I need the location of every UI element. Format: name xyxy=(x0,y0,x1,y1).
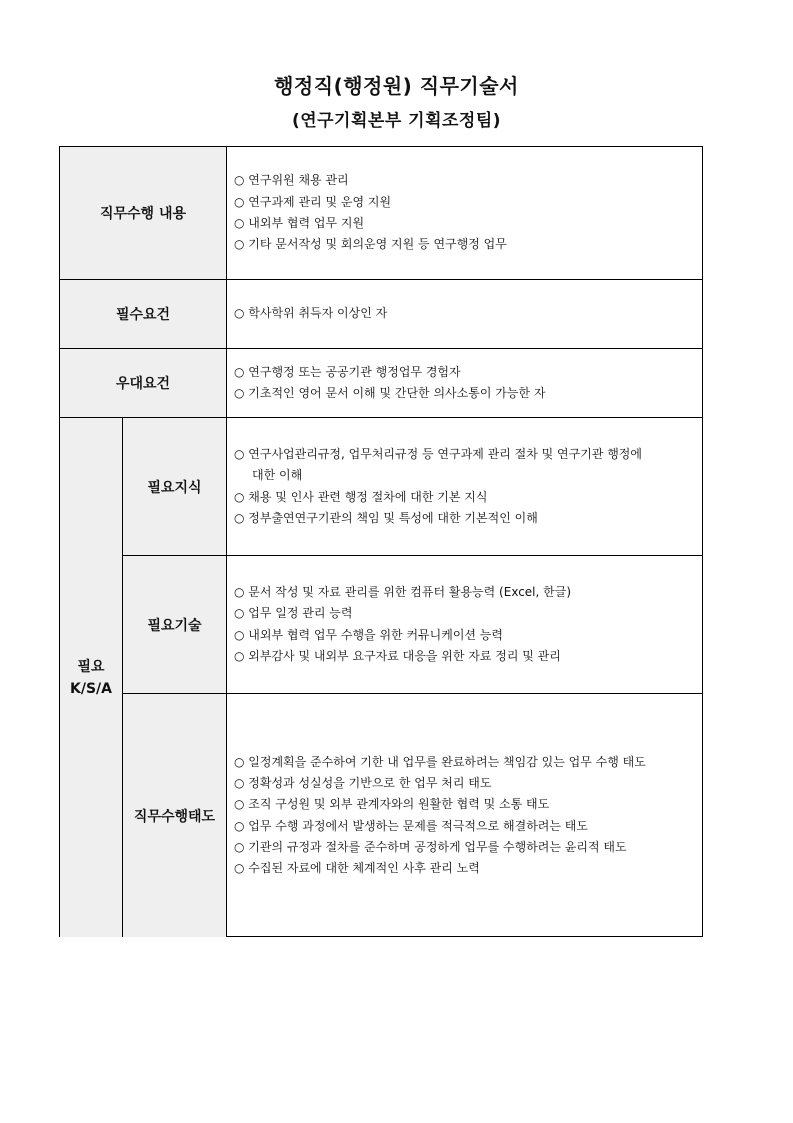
skills-header-cell xyxy=(123,556,226,693)
attitude-label: 직무수행태도 xyxy=(133,808,216,825)
list-item: ○ 학사학위 취득자 이상인 자 xyxy=(234,306,388,321)
document-title: 행정직(행정원) 직무기술서 xyxy=(274,74,519,98)
list-item: ○ 연구위원 채용 관리 xyxy=(234,173,349,188)
skills-list xyxy=(234,582,571,667)
list-item-continuation: 대한 이해 xyxy=(252,468,303,483)
duty-list xyxy=(234,170,507,255)
knowledge-list xyxy=(234,444,642,529)
list-item: ○ 내외부 협력 업무 수행을 위한 커뮤니케이션 능력 xyxy=(234,627,504,642)
duty-content-cell xyxy=(227,147,703,279)
list-item: ○ 업무 수행 과정에서 발생하는 문제를 적극적으로 해결하려는 태도 xyxy=(234,818,588,833)
job-description-table xyxy=(59,146,703,937)
duty-header-cell xyxy=(60,147,226,279)
list-item: ○ 연구과제 관리 및 운영 지원 xyxy=(234,194,392,209)
list-item: ○ 정부출연연구기관의 책임 및 특성에 대한 기본적인 이해 xyxy=(234,510,538,525)
knowledge-content-cell xyxy=(227,418,703,555)
table-divider xyxy=(60,279,702,280)
list-item: ○ 문서 작성 및 자료 관리를 위한 컴퓨터 활용능력 (Excel, 한글) xyxy=(234,584,572,599)
preferred-label: 우대요건 xyxy=(115,376,171,392)
list-item: ○ 내외부 협력 업무 지원 xyxy=(234,216,365,230)
list-item: ○ 기타 문서작성 및 회의운영 지원 등 연구행정 업무 xyxy=(234,237,507,252)
table-divider xyxy=(122,693,702,694)
table-divider xyxy=(60,417,702,418)
required-label: 필수요건 xyxy=(115,307,171,323)
preferred-content-cell xyxy=(227,349,703,417)
list-item: ○ 연구사업관리규정, 업무처리규정 등 연구과제 관리 절차 및 연구기관 행정에 xyxy=(234,446,642,461)
table-divider xyxy=(60,348,702,349)
list-item: ○ 수집된 자료에 대한 체계적인 사후 관리 노력 xyxy=(234,861,480,876)
attitude-header-cell xyxy=(123,694,226,937)
duty-label: 직무수행 내용 xyxy=(99,206,187,222)
skills-label: 필요기술 xyxy=(147,617,202,634)
ksa-label-line2: K/S/A xyxy=(70,680,112,697)
attitude-list xyxy=(234,752,646,880)
list-item: ○ 조직 구성원 및 외부 관계자와의 원활한 협력 및 소통 태도 xyxy=(234,797,550,812)
list-item: ○ 기관의 규정과 절차를 준수하며 공정하게 업무를 수행하려는 윤리적 태도 xyxy=(234,839,627,854)
required-list xyxy=(234,303,387,324)
list-item: ○ 채용 및 인사 관련 행정 절차에 대한 기본 지식 xyxy=(234,489,488,504)
knowledge-label: 필요지식 xyxy=(147,479,202,496)
ksa-label xyxy=(70,656,112,700)
preferred-list xyxy=(234,362,545,405)
preferred-header-cell xyxy=(60,349,226,417)
list-item: ○ 일정계획을 준수하여 기한 내 업무를 완료하려는 책임감 있는 업무 수행 태도 xyxy=(234,754,646,769)
list-item: ○ 연구행정 또는 공공기관 행정업무 경험자 xyxy=(234,364,461,379)
skills-content-cell xyxy=(227,556,703,693)
table-divider xyxy=(122,555,702,556)
attitude-content-cell xyxy=(227,694,703,937)
ksa-header-cell xyxy=(60,418,122,937)
list-item: ○ 업무 일정 관리 능력 xyxy=(234,606,353,621)
required-content-cell xyxy=(227,280,703,348)
list-item: ○ 외부감사 및 내외부 요구자료 대응을 위한 자료 정리 및 관리 xyxy=(234,648,561,663)
required-header-cell xyxy=(60,280,226,348)
ksa-label-line1: 필요 xyxy=(77,658,105,675)
document-subtitle: (연구기획본부 기획조정팀) xyxy=(291,111,502,131)
list-item: ○ 정확성과 성실성을 기반으로 한 업무 처리 태도 xyxy=(234,775,492,790)
table-divider xyxy=(226,147,227,936)
knowledge-header-cell xyxy=(123,418,226,555)
table-divider xyxy=(122,417,123,936)
list-item: ○ 기초적인 영어 문서 이해 및 간단한 의사소통이 가능한 자 xyxy=(234,386,546,400)
